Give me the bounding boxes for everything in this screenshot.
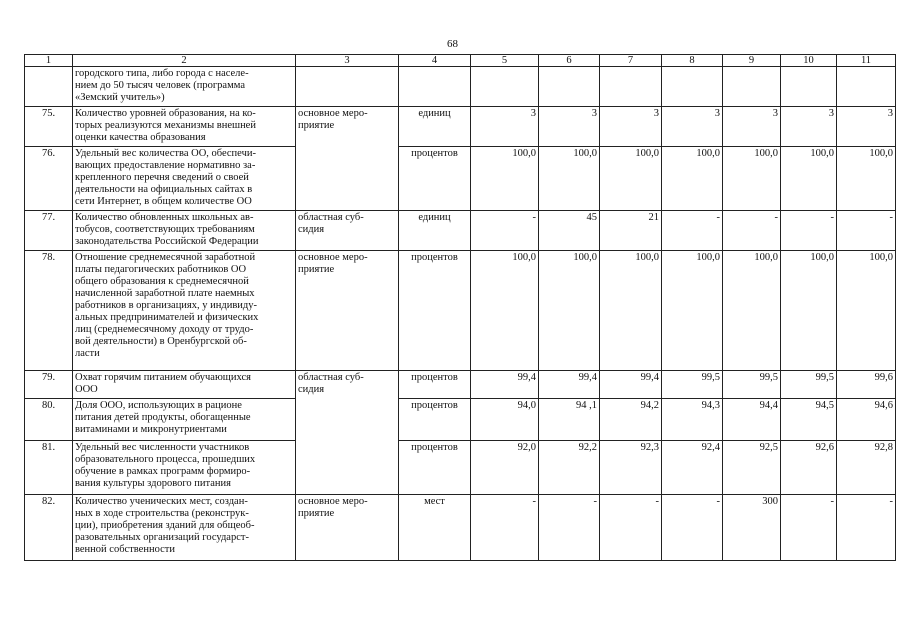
value-cell: 99,4: [539, 371, 600, 399]
row-number: 81.: [25, 441, 73, 495]
value-cell: 99,4: [471, 371, 539, 399]
column-header-8: 8: [662, 55, 723, 67]
funding-type-cell: основное меро- приятие: [296, 251, 399, 371]
value-cell: [723, 67, 781, 107]
table-row: [25, 147, 896, 211]
value-cell: 100,0: [539, 251, 600, 371]
unit-cell: процентов: [399, 371, 471, 399]
funding-type-cell: основное меро- приятие: [296, 107, 399, 147]
value-cell: [600, 67, 662, 107]
indicator-cell: Количество уровней образования, на ко- торых реализуются механизмы внешней оценки качества образования: [73, 107, 296, 147]
value-cell: 99,4: [600, 371, 662, 399]
unit-cell: единиц: [399, 211, 471, 251]
value-cell: 3: [662, 107, 723, 147]
value-cell: 92,2: [539, 441, 600, 495]
value-cell: 100,0: [600, 147, 662, 211]
value-cell: -: [723, 211, 781, 251]
value-cell: [837, 67, 896, 107]
table-row: [25, 371, 896, 399]
value-cell: 3: [471, 107, 539, 147]
value-cell: 94,5: [781, 399, 837, 441]
value-cell: 94,0: [471, 399, 539, 441]
value-cell: -: [600, 495, 662, 561]
indicator-cell: Количество ученических мест, создан- ных в ходе строительства (реконструк- ции), приобретения зданий для общеоб- разовательных организаций государст- венной собственности: [73, 495, 296, 561]
column-header-5: 5: [471, 55, 539, 67]
value-cell: -: [781, 495, 837, 561]
unit-cell: процентов: [399, 399, 471, 441]
funding-type-cell: [296, 441, 399, 495]
value-cell: 45: [539, 211, 600, 251]
indicator-cell: Охват горячим питанием обучающихся ООО: [73, 371, 296, 399]
value-cell: 100,0: [837, 147, 896, 211]
indicator-cell: Количество обновленных школьных ав- тобусов, соответствующих требованиям законодательства Российской Федерации: [73, 211, 296, 251]
unit-cell: [399, 67, 471, 107]
table-row: [25, 67, 896, 107]
table-row: [25, 107, 896, 147]
indicator-cell: Доля ООО, использующих в рационе питания детей продукты, обогащенные витаминами и микронутриентами: [73, 399, 296, 441]
value-cell: [539, 67, 600, 107]
value-cell: [471, 67, 539, 107]
column-header-7: 7: [600, 55, 662, 67]
value-cell: 21: [600, 211, 662, 251]
value-cell: -: [539, 495, 600, 561]
row-number: 75.: [25, 107, 73, 147]
row-number: 80.: [25, 399, 73, 441]
value-cell: 92,6: [781, 441, 837, 495]
unit-cell: процентов: [399, 147, 471, 211]
row-number: 78.: [25, 251, 73, 371]
value-cell: 100,0: [781, 251, 837, 371]
row-number: 79.: [25, 371, 73, 399]
value-cell: 3: [600, 107, 662, 147]
value-cell: 94,4: [723, 399, 781, 441]
value-cell: 99,5: [662, 371, 723, 399]
row-number: 77.: [25, 211, 73, 251]
row-number: 76.: [25, 147, 73, 211]
value-cell: 99,6: [837, 371, 896, 399]
indicator-cell: Удельный вес количества ОО, обеспечи- вающих предоставление нормативно за- крепленного перечня сведений о своей деятельности на официальных сайтах в сети Интернет, в общем количестве ОО: [73, 147, 296, 211]
value-cell: 94 ,1: [539, 399, 600, 441]
value-cell: -: [662, 495, 723, 561]
value-cell: -: [662, 211, 723, 251]
value-cell: 94,3: [662, 399, 723, 441]
table-row: [25, 399, 896, 441]
value-cell: 3: [837, 107, 896, 147]
unit-cell: процентов: [399, 251, 471, 371]
value-cell: 100,0: [723, 251, 781, 371]
value-cell: 100,0: [539, 147, 600, 211]
value-cell: 300: [723, 495, 781, 561]
value-cell: 94,2: [600, 399, 662, 441]
value-cell: 100,0: [471, 147, 539, 211]
unit-cell: мест: [399, 495, 471, 561]
indicators-table: [24, 54, 896, 561]
table-row: [25, 441, 896, 495]
row-number: [25, 67, 73, 107]
value-cell: 100,0: [471, 251, 539, 371]
funding-type-cell: областная суб- сидия: [296, 371, 399, 399]
page-number: 68: [447, 38, 458, 50]
indicator-cell: Удельный вес численности участников образовательного процесса, прошедших обучение в рамках программ формиро- вания культуры здорового питания: [73, 441, 296, 495]
value-cell: 92,0: [471, 441, 539, 495]
column-header-11: 11: [837, 55, 896, 67]
value-cell: 100,0: [723, 147, 781, 211]
value-cell: [781, 67, 837, 107]
unit-cell: единиц: [399, 107, 471, 147]
value-cell: 100,0: [662, 251, 723, 371]
value-cell: 100,0: [837, 251, 896, 371]
value-cell: 3: [781, 107, 837, 147]
value-cell: 100,0: [600, 251, 662, 371]
table-row: [25, 251, 896, 371]
table-row: [25, 211, 896, 251]
column-header-6: 6: [539, 55, 600, 67]
column-header-1: 1: [25, 55, 73, 67]
table-body: [25, 67, 896, 561]
funding-type-cell: областная суб- сидия: [296, 211, 399, 251]
value-cell: -: [837, 495, 896, 561]
value-cell: 100,0: [662, 147, 723, 211]
row-number: 82.: [25, 495, 73, 561]
funding-type-cell: [296, 67, 399, 107]
value-cell: -: [471, 211, 539, 251]
value-cell: -: [837, 211, 896, 251]
value-cell: 3: [723, 107, 781, 147]
column-header-9: 9: [723, 55, 781, 67]
column-header-3: 3: [296, 55, 399, 67]
column-header-2: 2: [73, 55, 296, 67]
value-cell: 100,0: [781, 147, 837, 211]
value-cell: 3: [539, 107, 600, 147]
value-cell: [662, 67, 723, 107]
column-header-10: 10: [781, 55, 837, 67]
value-cell: 92,8: [837, 441, 896, 495]
value-cell: 92,5: [723, 441, 781, 495]
header-row: [25, 55, 896, 67]
indicator-cell: городского типа, либо города с населе- нием до 50 тысяч человек (программа «Земский учитель»): [73, 67, 296, 107]
value-cell: -: [781, 211, 837, 251]
unit-cell: процентов: [399, 441, 471, 495]
column-header-4: 4: [399, 55, 471, 67]
value-cell: -: [471, 495, 539, 561]
value-cell: 99,5: [723, 371, 781, 399]
value-cell: 94,6: [837, 399, 896, 441]
value-cell: 99,5: [781, 371, 837, 399]
indicator-cell: Отношение среднемесячной заработной платы педагогических работников ОО общего образования к среднемесячной начисленной заработной плате наемных работников в организациях, у индивиду- альных предпринимателей и физических лиц (среднемесячному доходу от трудо- вой деятельности) в Оренбургской об- ласти: [73, 251, 296, 371]
funding-type-cell: основное меро- приятие: [296, 495, 399, 561]
value-cell: 92,4: [662, 441, 723, 495]
table-row: [25, 495, 896, 561]
value-cell: 92,3: [600, 441, 662, 495]
funding-type-cell: [296, 399, 399, 441]
funding-type-cell: [296, 147, 399, 211]
table-header: [25, 55, 896, 67]
